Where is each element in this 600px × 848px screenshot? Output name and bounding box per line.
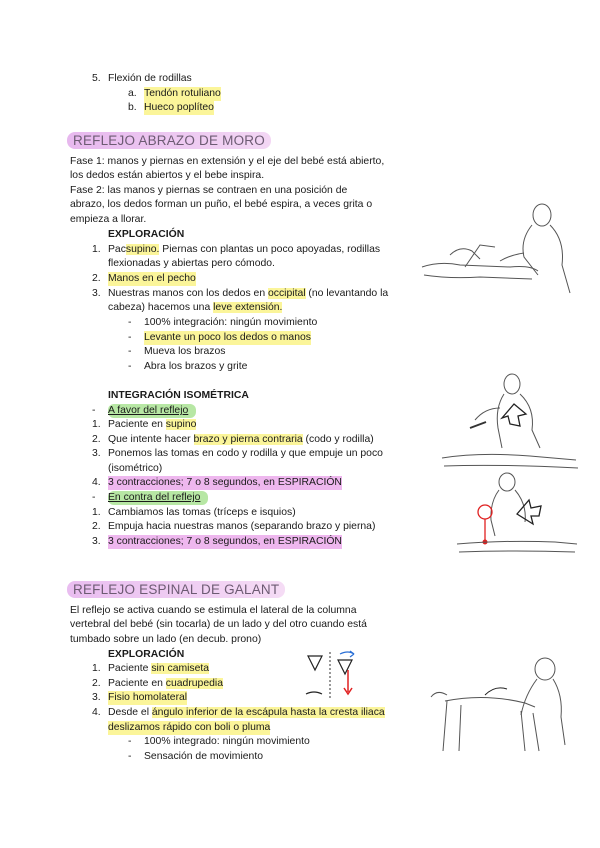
list-item: 3 contracciones; 7 o 8 segundos, en ESPIRACIÓN <box>108 477 342 488</box>
paragraph-line: abrazo, los dedos forman un puño, el bebé espira, a veces grita o <box>70 199 373 210</box>
dash: - <box>92 492 96 503</box>
subheading-integracion: INTEGRACIÓN ISOMÉTRICA <box>108 390 249 401</box>
paragraph-line: los dedos están abiertos y el bebe inspira. <box>70 170 265 181</box>
list-num: 3. <box>92 536 101 547</box>
subheading-exploracion: EXPLORACIÓN <box>108 229 185 240</box>
paragraph-line: tumbado sobre un lado (en decub. prono) <box>70 634 262 645</box>
sub-num: b. <box>128 102 137 113</box>
list-item: 3 contracciones; 7 o 8 segundos, en ESPIRACIÓN <box>108 536 342 547</box>
dash-item: Mueva los brazos <box>144 346 226 357</box>
list-item: Cambiamos las tomas (tríceps e isquios) <box>108 507 296 518</box>
dash-item: Abra los brazos y grite <box>144 361 248 372</box>
list-num: 4. <box>92 707 101 718</box>
list-num: 5. <box>92 73 101 84</box>
subheading-exploracion: EXPLORACIÓN <box>108 649 185 660</box>
galant-spine-diagram-icon <box>300 648 370 703</box>
contra-heading: En contra del reflejo <box>108 491 208 505</box>
list-item-cont: (isométrico) <box>108 463 163 474</box>
list-num: 4. <box>92 477 101 488</box>
paragraph-line: empieza a llorar. <box>70 214 147 225</box>
dash: - <box>128 332 132 343</box>
list-item: Pacsupino. Piernas con plantas un poco apoyadas, rodillas <box>108 244 381 255</box>
dash: - <box>128 736 132 747</box>
list-num: 1. <box>92 244 101 255</box>
favor-heading: A favor del reflejo <box>108 404 196 418</box>
list-num: 2. <box>92 434 101 445</box>
moro-favor-sketch-icon <box>440 368 580 473</box>
sub-item: Tendón rotuliano <box>144 88 221 99</box>
list-item: Ponemos las tomas en codo y rodilla y que empuje un poco <box>108 448 383 459</box>
paragraph-line: Fase 2: las manos y piernas se contraen en una posición de <box>70 185 348 196</box>
sub-item: Hueco poplíteo <box>144 102 214 113</box>
dash-item: 100% integrado: ningún movimiento <box>144 736 310 747</box>
list-item: Fisio homolateral <box>108 692 188 703</box>
paragraph-line: Fase 1: manos y piernas en extensión y el eje del bebé está abierto, <box>70 156 385 167</box>
paragraph-line: El reflejo se activa cuando se estimula el lateral de la columna <box>70 605 357 616</box>
list-item: Que intente hacer brazo y pierna contraria (codo y rodilla) <box>108 434 374 445</box>
dash-item: 100% integración: ningún movimiento <box>144 317 318 328</box>
list-item-cont: deslizamos rápido con boli o pluma <box>108 722 271 733</box>
list-num: 1. <box>92 507 101 518</box>
dash: - <box>92 405 96 416</box>
list-num: 1. <box>92 663 101 674</box>
list-num: 3. <box>92 692 101 703</box>
dash: - <box>128 346 132 357</box>
list-num: 3. <box>92 288 101 299</box>
galant-quadruped-sketch-icon <box>425 655 580 755</box>
dash: - <box>128 317 132 328</box>
dash: - <box>128 751 132 762</box>
list-item: Paciente sin camiseta <box>108 663 210 674</box>
moro-exploration-sketch-icon <box>420 195 580 300</box>
list-num: 2. <box>92 521 101 532</box>
sub-num: a. <box>128 88 137 99</box>
list-item: Desde el ángulo inferior de la escápula hasta la cresta iliaca <box>108 707 385 718</box>
list-item: Nuestras manos con los dedos en occipital (no levantando la <box>108 288 389 299</box>
dash-item: Levante un poco los dedos o manos <box>144 332 311 343</box>
list-num: 1. <box>92 419 101 430</box>
dash-item: Sensación de movimiento <box>144 751 263 762</box>
list-item-cont: cabeza) hacemos una leve extensión. <box>108 302 283 313</box>
list-num: 2. <box>92 273 101 284</box>
list-item: Flexión de rodillas <box>108 73 192 84</box>
list-item: Manos en el pecho <box>108 273 196 284</box>
list-item: Paciente en supino <box>108 419 197 430</box>
dash: - <box>128 361 132 372</box>
list-item: Paciente en cuadrupedia <box>108 678 223 689</box>
section-heading-moro: REFLEJO ABRAZO DE MORO <box>67 132 271 149</box>
section-heading-galant: REFLEJO ESPINAL DE GALANT <box>67 581 285 598</box>
list-num: 3. <box>92 448 101 459</box>
list-item: Empuja hacia nuestras manos (separando brazo y pierna) <box>108 521 376 532</box>
moro-contra-sketch-icon <box>455 470 580 560</box>
paragraph-line: vertebral del bebé (sin tocarla) de un lado y del otro cuando está <box>70 619 367 630</box>
list-item-cont: flexionadas y abiertas pero cómodo. <box>108 258 275 269</box>
list-num: 2. <box>92 678 101 689</box>
